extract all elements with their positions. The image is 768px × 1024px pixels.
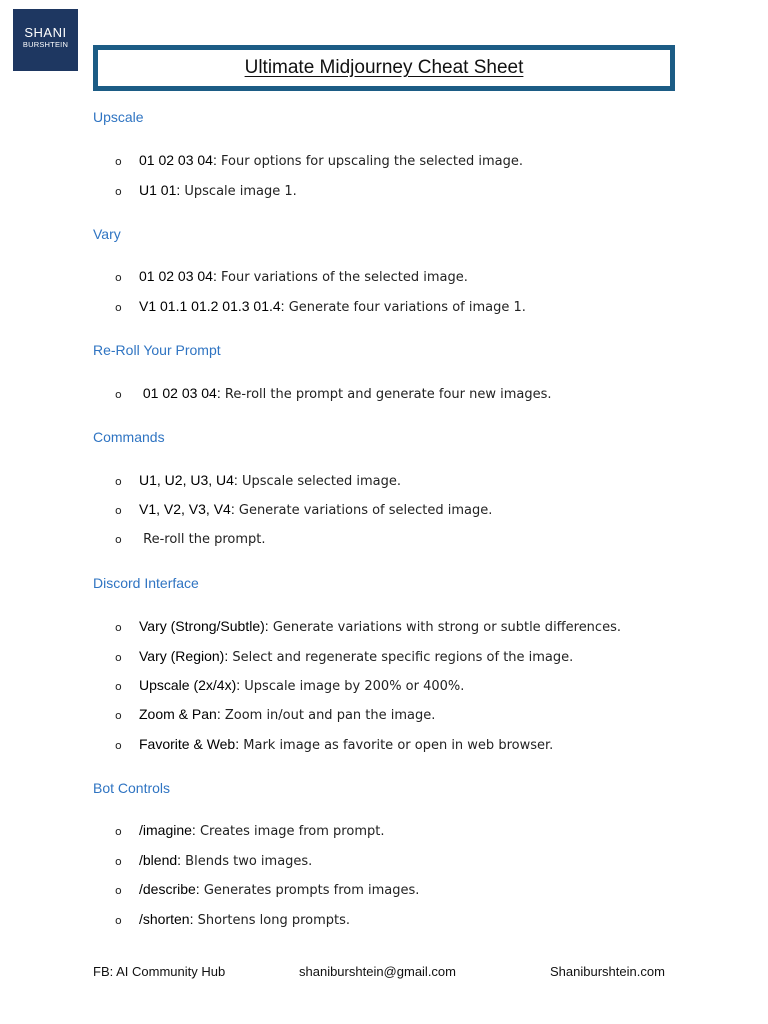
footer-email[interactable]: shaniburshtein@gmail.com: [299, 964, 456, 979]
item-term: U1, U2, U3, U4:: [139, 472, 238, 488]
item-desc: Upscale image 1.: [180, 184, 297, 199]
bullet-icon: o: [115, 388, 122, 401]
list-item: [115, 852, 312, 869]
bullet-icon: o: [115, 739, 122, 752]
section-heading-upscale: Upscale: [93, 109, 144, 125]
page-title: Ultimate Midjourney Cheat Sheet: [244, 57, 524, 78]
item-desc: Zoom in/out and pan the image.: [220, 708, 436, 723]
list-item: [115, 677, 464, 694]
item-desc: Generates prompts from images.: [199, 883, 420, 898]
item-desc: Generate variations with strong or subtle differences.: [268, 620, 621, 635]
logo-line-2: BURSHTEIN: [22, 40, 69, 49]
item-term: V1, V2, V3, V4:: [139, 501, 235, 517]
bullet-icon: o: [115, 709, 122, 722]
list-item: [115, 881, 419, 898]
item-desc: Creates image from prompt.: [195, 824, 385, 839]
section-heading-vary: Vary: [93, 226, 121, 242]
list-item: [115, 618, 621, 635]
item-desc: Upscale selected image.: [237, 474, 401, 489]
list-item: [115, 298, 526, 315]
footer-facebook: FB: AI Community Hub: [93, 964, 226, 979]
list-item: [115, 822, 384, 839]
list-item: [115, 530, 266, 547]
list-item: [115, 911, 350, 928]
bullet-icon: o: [115, 475, 122, 488]
item-term: 01 02 03 04:: [139, 268, 217, 284]
list-item: [115, 736, 553, 753]
item-desc: Mark image as favorite or open in web browser.: [239, 738, 554, 753]
brand-logo: [13, 9, 78, 71]
list-item: [115, 472, 401, 489]
item-term: Favorite & Web:: [139, 736, 240, 752]
item-desc: Four variations of the selected image.: [216, 270, 468, 285]
item-desc: Re-roll the prompt and generate four new images.: [220, 387, 552, 402]
bullet-icon: o: [115, 185, 122, 198]
logo-line-1: SHANI: [24, 25, 67, 40]
list-item: [115, 182, 297, 199]
item-term: /imagine:: [139, 822, 196, 838]
bullet-icon: o: [115, 155, 122, 168]
bullet-icon: o: [115, 855, 122, 868]
item-desc: Select and regenerate specific regions of the image.: [228, 650, 574, 665]
item-desc: Four options for upscaling the selected image.: [216, 154, 524, 169]
list-item: [115, 648, 573, 665]
item-term: 01 02 03 04:: [139, 152, 217, 168]
item-desc: Upscale image by 200% or 400%.: [240, 679, 465, 694]
item-term: /describe:: [139, 881, 200, 897]
list-item: [115, 501, 492, 518]
item-term: Vary (Strong/Subtle):: [139, 618, 269, 634]
item-desc: Re-roll the prompt.: [139, 532, 266, 547]
footer-website[interactable]: Shaniburshtein.com: [550, 964, 665, 979]
item-desc: Generate four variations of image 1.: [284, 300, 526, 315]
bullet-icon: o: [115, 621, 122, 634]
item-term: U1 01:: [139, 182, 181, 198]
item-desc: Blends two images.: [181, 854, 313, 869]
list-item: [115, 268, 468, 285]
section-heading-reroll: Re-Roll Your Prompt: [93, 342, 221, 358]
item-term: Upscale (2x/4x):: [139, 677, 241, 693]
item-term: /shorten:: [139, 911, 194, 927]
section-heading-bot-controls: Bot Controls: [93, 780, 171, 796]
bullet-icon: o: [115, 680, 122, 693]
item-term: /blend:: [139, 852, 182, 868]
bullet-icon: o: [115, 504, 122, 517]
item-desc: Generate variations of selected image.: [234, 503, 493, 518]
bullet-icon: o: [115, 533, 122, 546]
item-term: 01 02 03 04:: [139, 385, 221, 401]
section-heading-commands: Commands: [93, 429, 165, 445]
item-term: Zoom & Pan:: [139, 706, 221, 722]
bullet-icon: o: [115, 825, 122, 838]
bullet-icon: o: [115, 651, 122, 664]
list-item: [115, 385, 552, 402]
list-item: [115, 706, 435, 723]
item-term: V1 01.1 01.2 01.3 01.4:: [139, 298, 285, 314]
bullet-icon: o: [115, 914, 122, 927]
list-item: [115, 152, 523, 169]
item-desc: Shortens long prompts.: [193, 913, 351, 928]
bullet-icon: o: [115, 301, 122, 314]
item-term: Vary (Region):: [139, 648, 229, 664]
bullet-icon: o: [115, 271, 122, 284]
title-banner: [93, 45, 675, 91]
section-heading-discord: Discord Interface: [93, 575, 199, 591]
bullet-icon: o: [115, 884, 122, 897]
